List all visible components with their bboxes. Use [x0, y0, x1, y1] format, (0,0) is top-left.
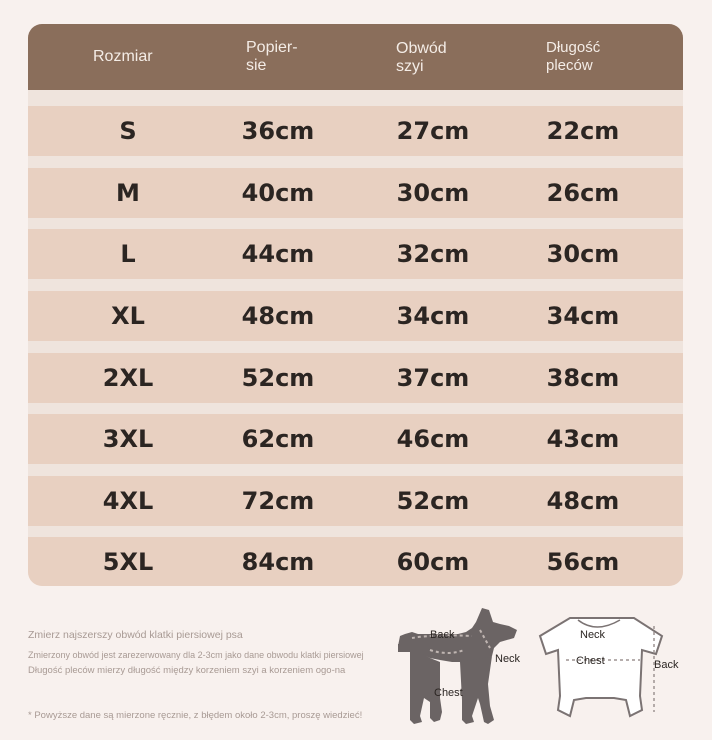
neck-cell: 34cm	[396, 302, 470, 330]
note-chest: Zmierz najszerszy obwód klatki piersiowej psa	[28, 629, 243, 641]
chest-cell: 84cm	[241, 548, 315, 576]
table-row	[28, 476, 683, 526]
back-length-cell: 34cm	[546, 302, 620, 330]
header-back-length: Długość pleców	[546, 39, 601, 74]
dog-neck-label: Neck	[495, 653, 521, 665]
dog-chest-label: Chest	[434, 687, 463, 699]
neck-cell: 30cm	[396, 179, 470, 207]
chest-cell: 44cm	[241, 240, 315, 268]
header-chest: Popier- sie	[246, 39, 298, 74]
table-row	[28, 229, 683, 279]
shirt-measurement-icon	[536, 612, 686, 724]
back-length-cell: 48cm	[546, 487, 620, 515]
size-cell: 5XL	[102, 548, 154, 576]
neck-cell: 60cm	[396, 548, 470, 576]
shirt-chest-label: Chest	[576, 655, 605, 667]
table-row	[28, 353, 683, 403]
size-cell: L	[120, 240, 136, 268]
size-cell: 4XL	[102, 487, 154, 515]
chest-cell: 52cm	[241, 364, 315, 392]
note-back-length: Długość pleców mierzy długość między korzeniem szyi a korzeniem ogo-na	[28, 665, 346, 676]
table-row	[28, 168, 683, 218]
chest-cell: 36cm	[241, 117, 315, 145]
back-length-cell: 43cm	[546, 425, 620, 453]
size-cell: M	[116, 179, 140, 207]
back-length-cell: 26cm	[546, 179, 620, 207]
size-cell: 3XL	[102, 425, 154, 453]
back-length-cell: 56cm	[546, 548, 620, 576]
neck-cell: 32cm	[396, 240, 470, 268]
table-row	[28, 291, 683, 341]
back-length-cell: 38cm	[546, 364, 620, 392]
table-row	[28, 106, 683, 156]
table-row	[28, 537, 683, 586]
dog-back-label: Back	[430, 629, 455, 641]
note-disclaimer: * Powyższe dane są mierzone ręcznie, z błędem około 2-3cm, proszę wiedzieć!	[28, 710, 363, 721]
shirt-neck-label: Neck	[580, 629, 606, 641]
back-length-cell: 22cm	[546, 117, 620, 145]
chest-cell: 48cm	[241, 302, 315, 330]
back-length-cell: 30cm	[546, 240, 620, 268]
size-chart	[28, 24, 683, 586]
neck-cell: 46cm	[396, 425, 470, 453]
size-chart-header	[28, 24, 683, 90]
neck-cell: 27cm	[396, 117, 470, 145]
size-cell: S	[119, 117, 137, 145]
chest-cell: 62cm	[241, 425, 315, 453]
header-size: Rozmiar	[93, 48, 153, 65]
size-cell: XL	[111, 302, 145, 330]
note-reserve: Zmierzony obwód jest zarezerwowany dla 2-3cm jako dane obwodu klatki piersiowej	[28, 650, 364, 660]
dog-measurement-icon	[396, 604, 526, 730]
header-neck: Obwód szyi	[396, 40, 447, 75]
chest-cell: 40cm	[241, 179, 315, 207]
chest-cell: 72cm	[241, 487, 315, 515]
table-row	[28, 414, 683, 464]
size-cell: 2XL	[102, 364, 154, 392]
neck-cell: 37cm	[396, 364, 470, 392]
shirt-back-label: Back	[654, 659, 679, 671]
neck-cell: 52cm	[396, 487, 470, 515]
